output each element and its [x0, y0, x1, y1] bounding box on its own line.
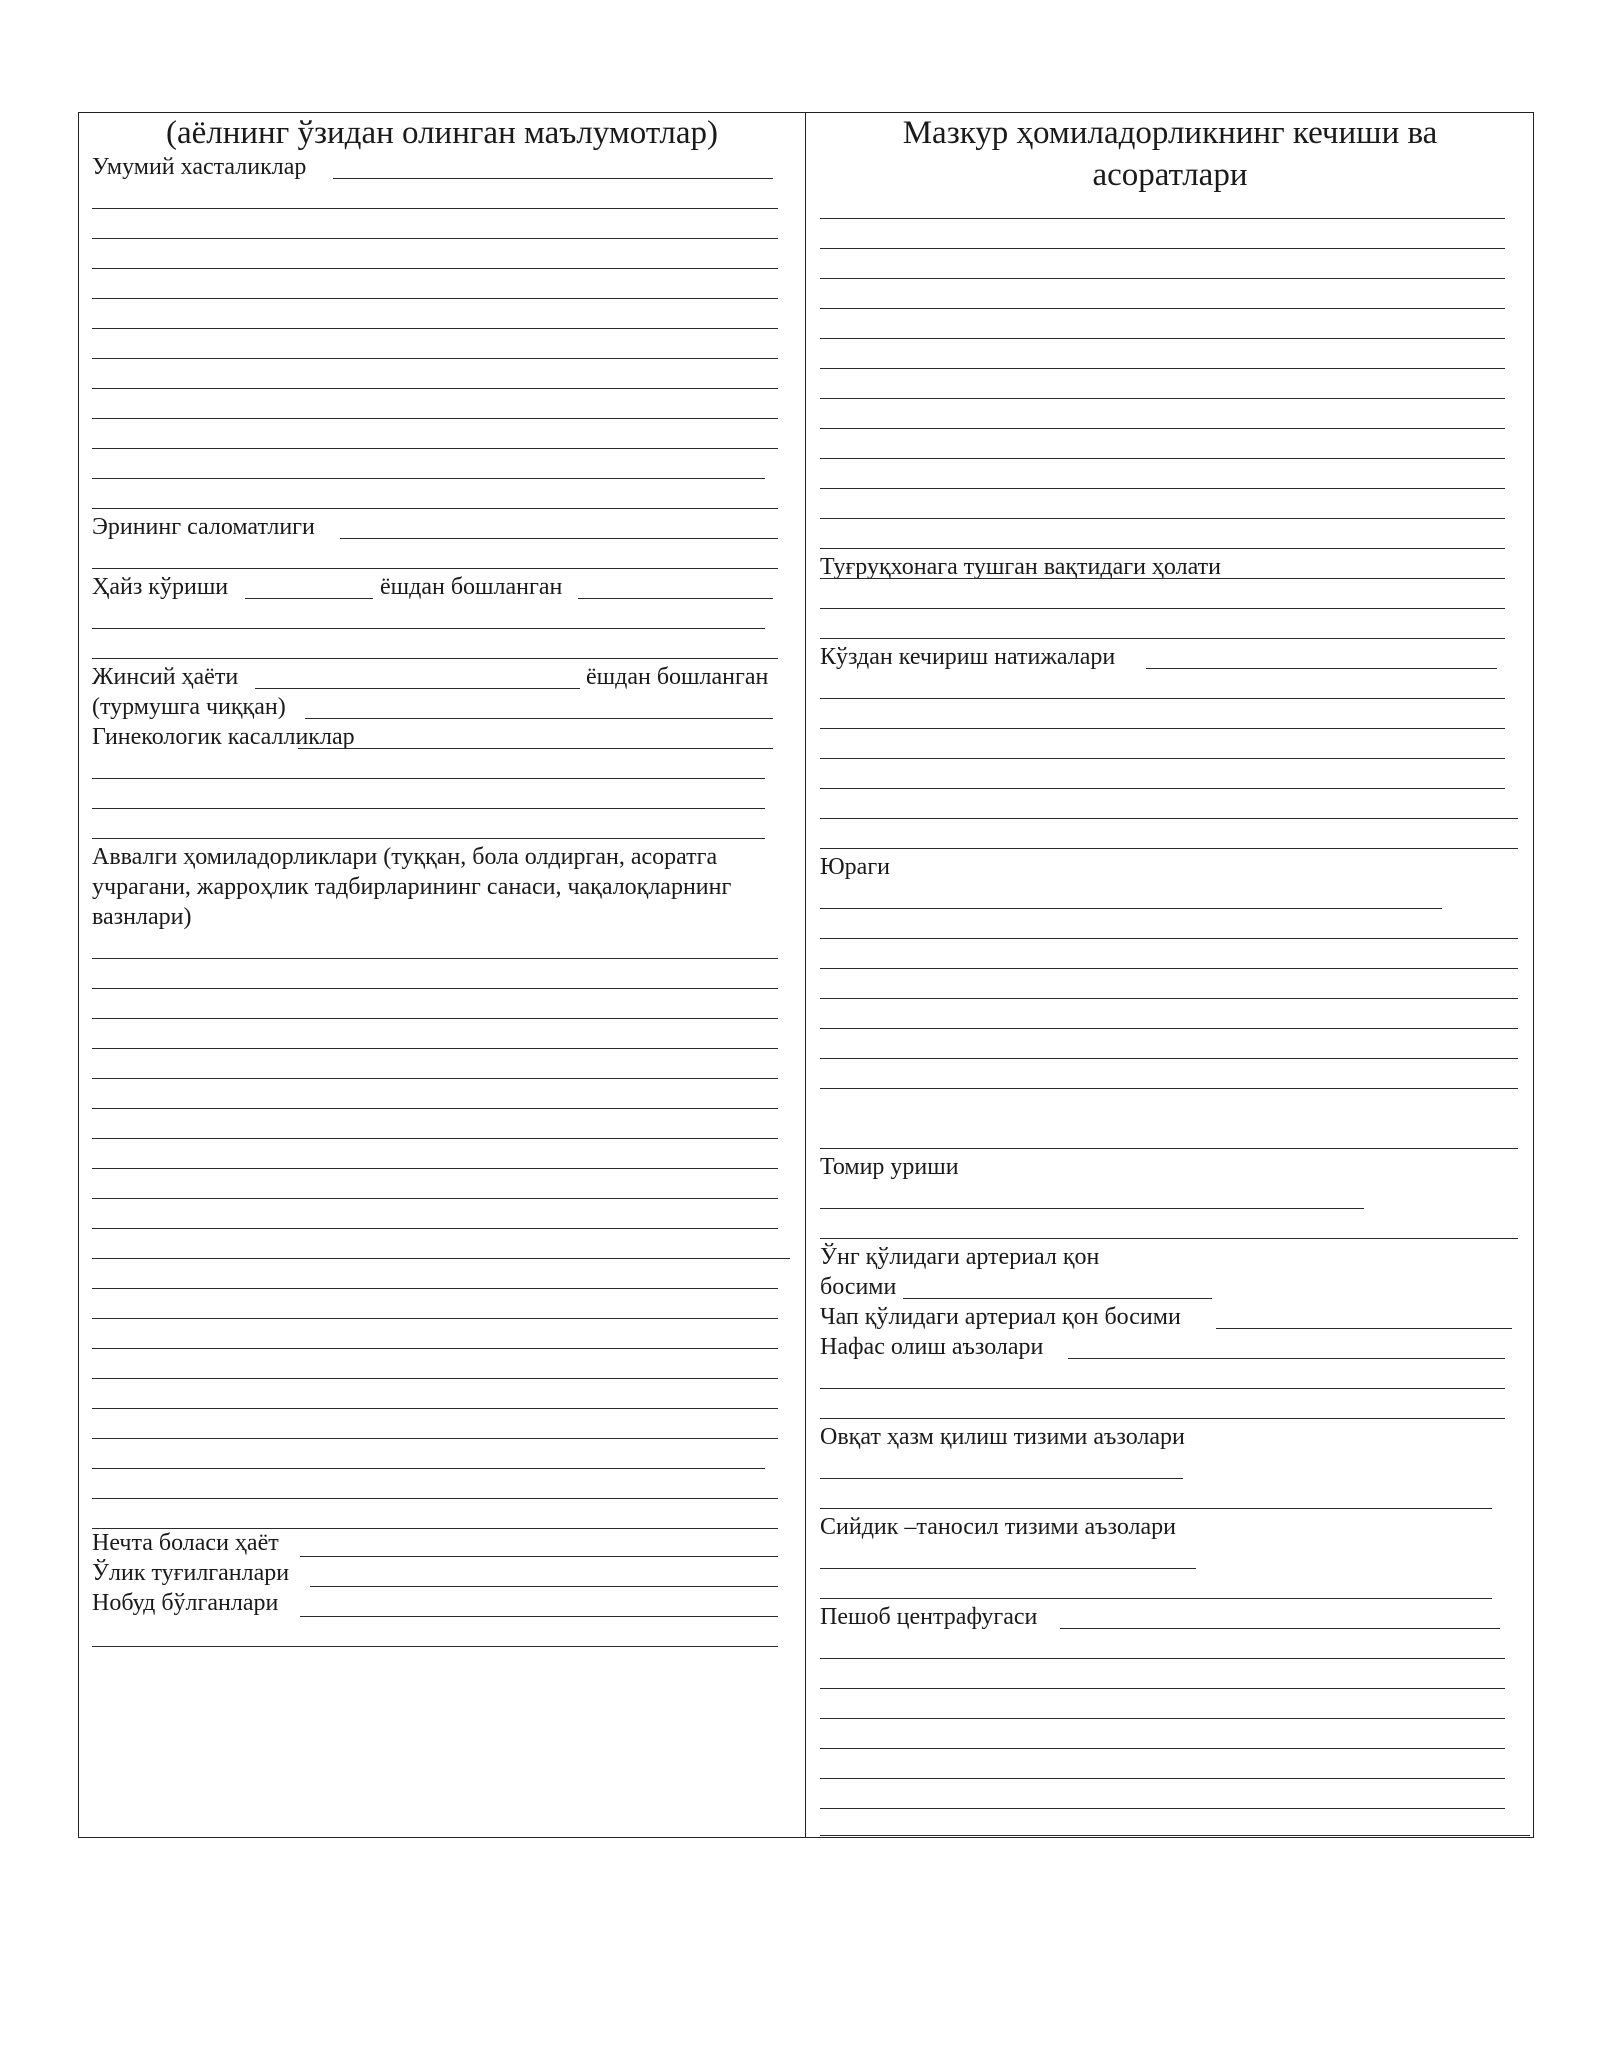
fill-in-line	[820, 998, 1518, 999]
fill-in-line	[820, 578, 1505, 579]
fill-in-line	[820, 488, 1505, 489]
fill-in-line	[820, 248, 1505, 249]
fill-in-line	[820, 338, 1505, 339]
fill-in-line	[92, 1168, 778, 1169]
sexual-life-label: Жинсий ҳаёти	[92, 664, 239, 690]
fill-in-line	[92, 238, 778, 239]
menstruation-age-label: ёшдан бошланган	[380, 574, 563, 600]
pulse-label: Томир уриши	[820, 1154, 959, 1180]
fill-in-line	[820, 1718, 1505, 1719]
fill-in-line	[340, 538, 778, 539]
sexual-life-age-label: ёшдан бошланган	[586, 664, 769, 690]
fill-in-line	[820, 1688, 1505, 1689]
fill-in-line	[92, 1078, 778, 1079]
fill-in-line	[820, 1088, 1518, 1089]
fill-in-line	[1068, 1358, 1505, 1359]
fill-in-line	[820, 398, 1505, 399]
fill-in-line	[578, 598, 773, 599]
fill-in-line	[820, 1238, 1518, 1239]
fill-in-line	[298, 748, 773, 749]
fill-in-line	[820, 938, 1518, 939]
husband-health-label: Эрининг саломатлиги	[92, 514, 315, 540]
fill-in-line	[820, 698, 1505, 699]
fill-in-line	[92, 508, 778, 509]
fill-in-line	[305, 718, 773, 719]
general-diseases-label: Умумий хасталиклар	[92, 154, 307, 180]
fill-in-line	[820, 728, 1505, 729]
gynecological-label: Гинекологик касалликлар	[92, 724, 355, 750]
fill-in-line	[820, 1148, 1518, 1149]
fill-in-line	[820, 608, 1505, 609]
fill-in-line	[92, 1348, 778, 1349]
fill-in-line	[92, 1228, 778, 1229]
menstruation-label: Ҳайз кўриши	[92, 574, 229, 600]
fill-in-line	[820, 1568, 1196, 1569]
fill-in-line	[92, 778, 765, 779]
stillborn-label: Ўлик туғилганлари	[92, 1560, 290, 1586]
fill-in-line	[820, 758, 1505, 759]
fill-in-line	[92, 1528, 778, 1529]
married-label: (турмушга чиққан)	[92, 694, 286, 720]
fill-in-line	[92, 1318, 778, 1319]
fill-in-line	[300, 1616, 778, 1617]
digestive-label: Овқат ҳазм қилиш тизими аъзолари	[820, 1424, 1185, 1450]
fill-in-line	[820, 638, 1505, 639]
urine-centrifuge-label: Пешоб центрафугаси	[820, 1604, 1038, 1630]
fill-in-line	[310, 1586, 778, 1587]
fill-in-line	[92, 628, 765, 629]
fill-in-line	[820, 518, 1505, 519]
fill-in-line	[820, 1208, 1364, 1209]
fill-in-line	[92, 358, 778, 359]
fill-in-line	[820, 1478, 1183, 1479]
fill-in-line	[92, 448, 778, 449]
fill-in-line	[92, 1138, 778, 1139]
fill-in-line	[92, 1438, 778, 1439]
fill-in-line	[92, 418, 778, 419]
fill-in-line	[92, 268, 778, 269]
fill-in-line	[92, 958, 778, 959]
fill-in-line	[333, 178, 773, 179]
fill-in-line	[255, 688, 580, 689]
fill-in-line	[92, 298, 778, 299]
fill-in-line	[92, 1198, 778, 1199]
fill-in-line	[820, 368, 1505, 369]
left-bp-label: Чап қўлидаги артериал қон босими	[820, 1304, 1181, 1330]
fill-in-line	[92, 1288, 778, 1289]
fill-in-line	[820, 218, 1505, 219]
column-divider	[805, 112, 806, 1838]
heart-label: Юраги	[820, 854, 891, 880]
fill-in-line	[92, 478, 765, 479]
right-bp-label-line2: босими	[820, 1274, 897, 1300]
fill-in-line	[245, 598, 373, 599]
fill-in-line	[1146, 668, 1497, 669]
fill-in-line	[92, 1108, 778, 1109]
fill-in-line	[820, 458, 1505, 459]
right-bp-label-line1: Ўнг қўлидаги артериал қон	[820, 1244, 1100, 1270]
fill-in-line	[820, 1508, 1492, 1509]
left-column-title: (аёлнинг ўзидан олинган маълумотлар)	[165, 115, 719, 151]
fill-in-line	[92, 1378, 778, 1379]
fill-in-line	[92, 1468, 765, 1469]
fill-in-line	[820, 1748, 1505, 1749]
fill-in-line	[92, 1498, 778, 1499]
deceased-label: Нобуд бўлганлари	[92, 1590, 279, 1616]
fill-in-line	[92, 388, 778, 389]
previous-pregnancies-label: Аввалги ҳомиладорликлари (туққан, бола олдирган, асоратга учрагани, жарроҳлик тадбирларининг санаси, чақалоқларнинг вазнлари)	[92, 844, 732, 930]
fill-in-line	[820, 1598, 1492, 1599]
fill-in-line	[92, 808, 765, 809]
fill-in-line	[92, 328, 778, 329]
fill-in-line	[92, 658, 778, 659]
fill-in-line	[820, 1808, 1505, 1809]
fill-in-line	[820, 908, 1442, 909]
fill-in-line	[92, 1646, 778, 1647]
fill-in-line	[820, 818, 1518, 819]
fill-in-line	[820, 278, 1505, 279]
respiratory-label: Нафас олиш аъзолари	[820, 1334, 1044, 1360]
fill-in-line	[820, 848, 1518, 849]
right-column-title: Мазкур ҳомиладорликнинг кечиши ва асоратлари	[902, 115, 1438, 193]
fill-in-line	[820, 1835, 1530, 1836]
fill-in-line	[92, 988, 778, 989]
urogenital-label: Сийдик –таносил тизими аъзолари	[820, 1514, 1177, 1540]
fill-in-line	[820, 788, 1505, 789]
fill-in-line	[1060, 1628, 1500, 1629]
examination-results-label: Кўздан кечириш натижалари	[820, 644, 1116, 670]
fill-in-line	[92, 208, 778, 209]
fill-in-line	[820, 1388, 1505, 1389]
fill-in-line	[1216, 1328, 1512, 1329]
fill-in-line	[820, 548, 1505, 549]
form-frame	[78, 112, 1534, 1838]
fill-in-line	[820, 1658, 1505, 1659]
children-alive-label: Нечта боласи ҳаёт	[92, 1530, 279, 1556]
fill-in-line	[92, 1408, 778, 1409]
fill-in-line	[92, 1258, 790, 1259]
fill-in-line	[820, 1028, 1518, 1029]
fill-in-line	[92, 838, 765, 839]
admission-state-label: Туғруқхонага тушган вақтидаги ҳолати	[820, 554, 1221, 580]
fill-in-line	[92, 1048, 778, 1049]
fill-in-line	[820, 1418, 1505, 1419]
fill-in-line	[820, 968, 1518, 969]
fill-in-line	[92, 568, 778, 569]
fill-in-line	[820, 1778, 1505, 1779]
fill-in-line	[820, 1058, 1518, 1059]
fill-in-line	[820, 428, 1505, 429]
fill-in-line	[300, 1556, 778, 1557]
fill-in-line	[820, 308, 1505, 309]
fill-in-line	[903, 1298, 1212, 1299]
fill-in-line	[92, 1018, 778, 1019]
